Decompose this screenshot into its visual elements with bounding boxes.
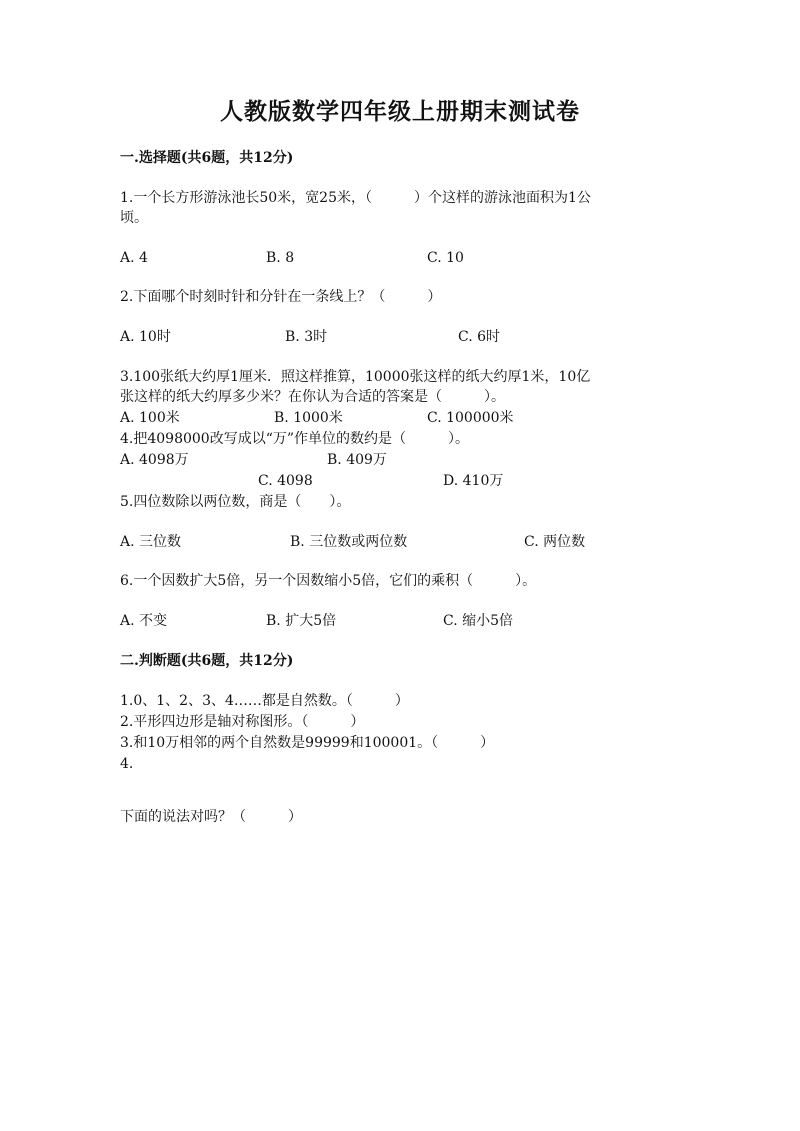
- question-4-option-b: B. 409万: [327, 452, 387, 468]
- question-6-option-a: A. 不变: [120, 613, 168, 629]
- judgment-1: 1.0、1、2、3、4……都是自然数。（ ）: [120, 693, 409, 709]
- question-4-option-c: C. 4098: [258, 473, 313, 489]
- question-3-option-a: A. 100米: [120, 410, 180, 426]
- question-2-option-c: C. 6时: [458, 329, 501, 345]
- question-3-line-2: 张这样的纸大约厚多少米？在你认为合适的答案是（ ）。: [120, 389, 505, 405]
- question-5-stem: 5.四位数除以两位数，商是（ ）。: [120, 494, 351, 510]
- question-5-option-a: A. 三位数: [120, 534, 182, 550]
- question-3-option-b: B. 1000米: [274, 410, 343, 426]
- question-1-option-b: B. 8: [266, 250, 295, 266]
- question-2-stem: 2.下面哪个时刻时针和分针在一条线上？（ ）: [120, 289, 442, 305]
- section-heading-choice: 一.选择题(共6题，共12分): [120, 150, 294, 166]
- question-4-stem: 4.把4098000改写成以“万”作单位的数约是（ ）。: [120, 431, 470, 447]
- question-5-option-b: B. 三位数或两位数: [290, 534, 408, 550]
- judgment-4-number: 4.: [120, 756, 134, 772]
- question-6-option-b: B. 扩大5倍: [266, 613, 337, 629]
- question-1-line-2: 顷。: [120, 210, 148, 226]
- question-1-option-c: C. 10: [427, 250, 464, 266]
- section-heading-judgment: 二.判断题(共6题，共12分): [120, 653, 294, 669]
- question-4-option-a: A. 4098万: [120, 452, 189, 468]
- question-3-line-1: 3.100张纸大约厚1厘米．照这样推算，10000张这样的纸大约厚1米，10亿: [120, 369, 591, 385]
- question-1-option-a: A. 4: [120, 250, 148, 266]
- page-title: 人教版数学四年级上册期末测试卷: [220, 98, 580, 125]
- question-2-option-b: B. 3时: [285, 329, 328, 345]
- question-6-stem: 6.一个因数扩大5倍，另一个因数缩小5倍，它们的乘积（ ）。: [120, 573, 537, 589]
- judgment-3: 3.和10万相邻的两个自然数是99999和100001。（ ）: [120, 735, 495, 751]
- judgment-2: 2.平形四边形是轴对称图形。（ ）: [120, 714, 365, 730]
- question-6-option-c: C. 缩小5倍: [443, 613, 514, 629]
- question-4-option-d: D. 410万: [443, 473, 504, 489]
- question-1-line-1: 1.一个长方形游泳池长50米，宽25米，（ ）个这样的游泳池面积为1公: [120, 190, 591, 206]
- question-5-option-c: C. 两位数: [524, 534, 586, 550]
- question-3-option-c: C. 100000米: [427, 410, 514, 426]
- judgment-4-stem: 下面的说法对吗？（ ）: [120, 809, 302, 825]
- question-2-option-a: A. 10时: [120, 329, 171, 345]
